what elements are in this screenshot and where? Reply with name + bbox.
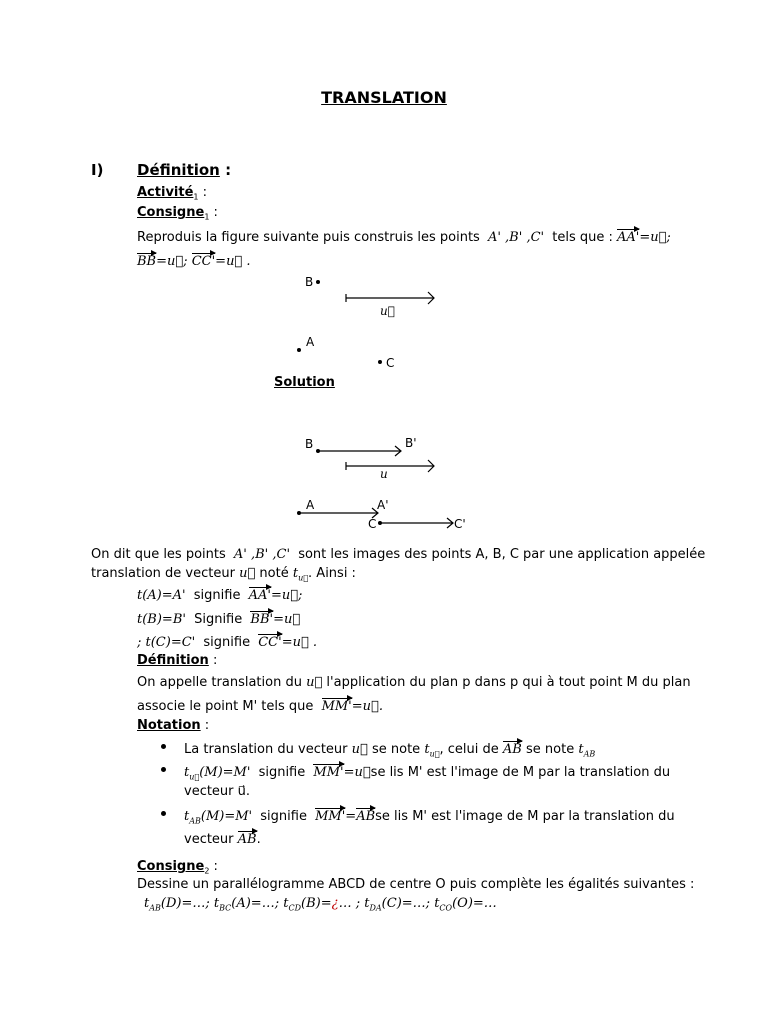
page-title: TRANSLATION	[321, 88, 447, 107]
vector-cc: CC'	[192, 251, 215, 269]
notation-b3-text: se lis M' est l'image de M par la translation du	[375, 809, 675, 824]
consigne2-sub: 2	[204, 866, 210, 876]
section-title-colon: :	[219, 161, 232, 179]
ainsi-row-3	[137, 632, 317, 650]
definition-heading	[137, 653, 217, 668]
ainsi-3-vec: CC'	[258, 632, 281, 650]
definition-text2: l'application du plan p dans p qui à tout point M du plan	[326, 675, 691, 690]
consigne1-eq2-rhs: =u⃗;	[156, 254, 188, 269]
consigne2-heading	[137, 859, 218, 876]
notation-b1-vec: AB	[503, 739, 522, 757]
fig1-label-a: A	[306, 335, 315, 349]
definition-u: u⃗	[306, 675, 323, 690]
bullet-dot-1	[161, 744, 166, 749]
notation-b2-vec: MM'	[313, 762, 343, 780]
vector-aa: AA'	[617, 227, 639, 245]
eq-1-arg: (D)=…;	[160, 896, 210, 911]
eq-3-red: ¿	[331, 896, 339, 911]
consigne2-label: Consigne	[137, 859, 205, 874]
notation-b3-lhs: (M)=M'	[200, 809, 253, 824]
eq-2-t: t	[213, 896, 220, 911]
vector-bb: BB	[137, 251, 156, 269]
consigne1-text: Reproduis la figure suivante puis construis les points	[137, 230, 480, 245]
consigne1-points: A' ,B' ,C'	[487, 230, 545, 245]
eq-3-sub: CD	[288, 903, 301, 913]
consigne1-label: Consigne	[137, 205, 205, 220]
notation-b3-t: t	[184, 809, 190, 824]
notation-colon: :	[200, 718, 210, 733]
solution-label: Solution	[274, 375, 335, 390]
eq-3-arg: (B)=	[301, 896, 332, 911]
fig1-label-b: B	[305, 275, 314, 289]
ainsi-1-word: signifie	[193, 588, 241, 603]
notation-b2-text: se lis M' est l'image de M par la translation du	[370, 765, 671, 780]
definition-label: Définition	[137, 653, 209, 668]
paragraph-text5: . Ainsi :	[308, 566, 356, 581]
consigne2-colon: :	[209, 859, 218, 874]
fig1-label-u: u⃗	[380, 304, 395, 318]
notation-b1-text2: se note	[371, 742, 421, 757]
eq-2-sub: BC	[219, 903, 232, 913]
paragraph-u: u⃗	[239, 566, 256, 581]
paragraph-text1: On dit que les points	[91, 547, 226, 562]
eq-2-arg: (A)=…;	[231, 896, 280, 911]
eq-5-t: t	[434, 896, 440, 911]
notation-b2-rhs: =u⃗	[343, 765, 371, 780]
bullet-dot-2	[161, 767, 166, 772]
notation-b3-line2-end: .	[256, 832, 261, 847]
activite-label: Activité	[137, 185, 194, 200]
notation-b1-t2sub: AB	[583, 749, 596, 759]
notation-b1-text3: , celui de	[439, 742, 499, 757]
consigne2-equalities	[144, 896, 497, 913]
eq-3-t: t	[283, 896, 289, 911]
ainsi-3-word: signifie	[203, 635, 251, 650]
notation-b1-u: u⃗	[351, 742, 368, 757]
fig2-label-b: B	[305, 437, 314, 451]
notation-bullet-2-line2: vecteur u⃗.	[184, 784, 251, 799]
eq-5-sub: CO	[439, 903, 453, 913]
consigne1-colon: :	[209, 205, 218, 220]
definition-rhs: =u⃗.	[351, 699, 383, 714]
notation-b3-eq: =	[345, 809, 357, 824]
notation-b2-t: t	[184, 765, 190, 780]
notation-b3-line2-text: vecteur	[184, 832, 234, 847]
paragraph-text4: noté	[259, 566, 289, 581]
ainsi-2-lhs: t(B)=B'	[137, 612, 186, 627]
eq-4-t: t	[364, 896, 370, 911]
ainsi-3-rhs: =u⃗ .	[281, 635, 318, 650]
fig2-label-u: u	[380, 467, 388, 481]
fig2-label-c-prime: C'	[454, 517, 466, 531]
paragraph-points: A' ,B' ,C'	[233, 547, 291, 562]
eq-1-t: t	[144, 896, 150, 911]
notation-b1-text1: La translation du vecteur	[184, 742, 348, 757]
notation-bullet-2	[184, 762, 670, 782]
paragraph-line1	[91, 547, 705, 562]
activite-sub: 1	[193, 192, 199, 202]
fig1-label-c: C	[386, 356, 395, 370]
fig2-label-b-prime: B'	[405, 436, 417, 450]
ainsi-1-rhs: =u⃗;	[270, 588, 303, 603]
paragraph-tu-sub: u⃗	[298, 573, 309, 583]
figure-2	[0, 420, 768, 540]
consigne1-eq1-rhs: =u⃗;	[639, 230, 671, 245]
fig2-label-c: C	[368, 517, 377, 531]
ainsi-1-lhs: t(A)=A'	[137, 588, 186, 603]
notation-label: Notation	[137, 718, 201, 733]
notation-b3-tsub: AB	[189, 816, 201, 826]
ainsi-2-rhs: =u⃗	[273, 612, 301, 627]
notation-b1-text4: se note	[526, 742, 575, 757]
notation-bullet-3-line2	[184, 829, 261, 847]
eq-1-sub: AB	[149, 903, 161, 913]
bullet-dot-3	[161, 811, 166, 816]
paragraph-text2: sont les images des points A, B, C par une application appelée	[298, 547, 706, 562]
notation-b2-word: signifie	[258, 765, 306, 780]
fig1-point-a	[297, 348, 301, 352]
section-title-text: Définition	[137, 161, 220, 179]
definition-text1: On appelle translation du	[137, 675, 302, 690]
consigne1-sub: 1	[204, 212, 210, 222]
notation-b3-line2-vec: AB	[238, 829, 257, 847]
eq-3-after: … ;	[338, 896, 361, 911]
fig2-label-a: A	[306, 498, 315, 512]
consigne2-text: Dessine un parallélogramme ABCD de centre O puis complète les égalités suivantes :	[137, 877, 695, 892]
eq-5-arg: (O)=…	[452, 896, 497, 911]
definition-line2	[137, 696, 383, 714]
notation-b3-vec: MM'	[315, 806, 345, 824]
definition-colon: :	[208, 653, 218, 668]
notation-b3-vec2: AB	[356, 806, 375, 824]
ainsi-2-word: Signifie	[194, 612, 243, 627]
ainsi-row-2	[137, 609, 300, 627]
notation-heading	[137, 718, 209, 733]
consigne1-eq3-rhs: =u⃗ .	[215, 254, 251, 269]
definition-line1	[137, 675, 691, 690]
notation-b2-tsub: u⃗	[189, 772, 200, 782]
notation-b1-t: t	[424, 742, 430, 757]
paragraph-text3: translation de vecteur	[91, 566, 235, 581]
definition-text3: associe le point M' tels que	[137, 699, 314, 714]
notation-b2-lhs: (M)=M'	[199, 765, 251, 780]
notation-b3-word: signifie	[260, 809, 307, 824]
ainsi-3-lhs: ; t(C)=C'	[137, 635, 196, 650]
eq-4-sub: DA	[369, 903, 382, 913]
fig1-point-c	[378, 360, 382, 364]
notation-b1-t2: t	[578, 742, 584, 757]
fig1-point-b	[316, 280, 320, 284]
paragraph-tu: t	[292, 566, 299, 581]
notation-b1-tsub: u⃗	[429, 749, 440, 759]
definition-vec: MM'	[322, 696, 352, 714]
ainsi-1-vec: AA'	[249, 585, 271, 603]
section-number: I)	[91, 161, 104, 179]
consigne1-tels: tels que :	[552, 230, 613, 245]
ainsi-2-vec: BB'	[250, 609, 273, 627]
ainsi-row-1	[137, 585, 302, 603]
fig2-label-a-prime: A'	[377, 498, 389, 512]
notation-bullet-1	[184, 739, 595, 759]
paragraph-line2	[91, 566, 356, 583]
notation-bullet-3	[184, 806, 675, 826]
activite-colon: :	[198, 185, 208, 200]
eq-4-arg: (C)=…;	[381, 896, 431, 911]
figure-1	[0, 0, 768, 400]
